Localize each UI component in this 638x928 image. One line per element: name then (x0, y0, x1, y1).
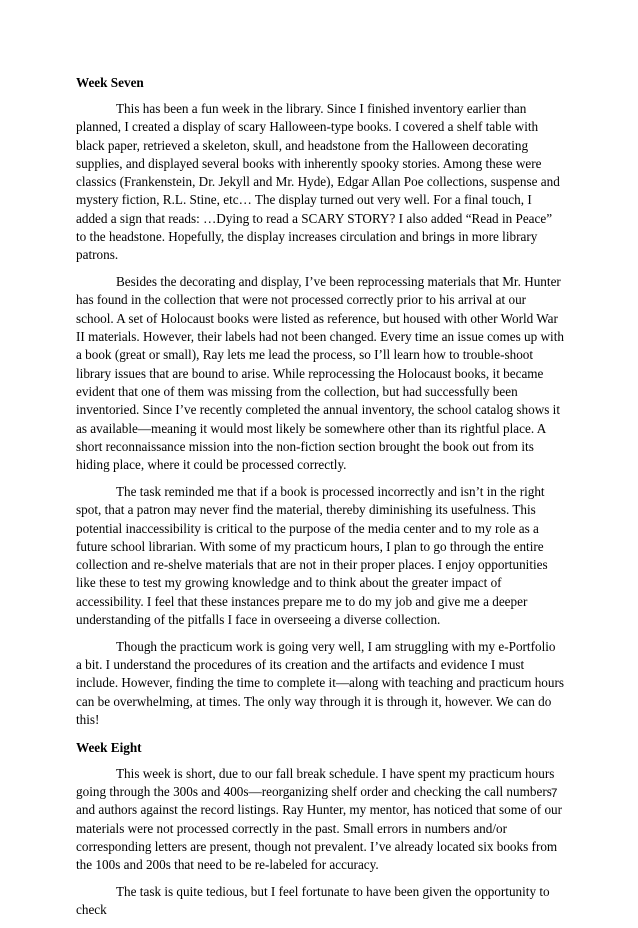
paragraph: Besides the decorating and display, I’ve been reprocessing materials that Mr. Hunter has found in the collection that were not processed correctly prior to his arrival at our school. A set of Holocaust books were listed as reference, but housed with other World War II materials. However, their labels had not been changed. Every time an issue comes up with a book (great or small), Ray lets me lead the process, so I’ll learn how to trouble-shoot library issues that are bound to arise. While reprocessing the Holocaust books, it became evident that one of them was missing from the collection, but had successfully been inventoried. Since I’ve recently completed the annual inventory, the school catalog shows it as available—meaning it would most likely be somewhere other than its rightful place. A short reconnaissance mission into the non-fiction section brought the book out from its hiding place, where it could be processed correctly. (76, 274, 564, 473)
page-number: 7 (551, 788, 558, 800)
section-heading-week-eight: Week Eight (76, 739, 142, 755)
paragraph: This has been a fun week in the library. Since I finished inventory earlier than planned, I created a display of scary Halloween-type books. I covered a shelf table with black paper, retrieved a skeleton, skull, and headstone from the Halloween decorating supplies, and displayed several books with inherently spooky stories. Among these were classics (Frankenstein, Dr. Jekyll and Mr. Hyde), Edgar Allan Poe collections, suspense and mystery fiction, R.L. Stine, etc… The display turned out very well. For a final touch, I added a sign that reads: …Dying to read a SCARY STORY? I also added “Read in Peace” to the headstone. Hopefully, the display increases circulation and brings in more library patrons. (76, 101, 560, 263)
document-page (76, 73, 564, 928)
paragraph: This week is short, due to our fall break schedule. I have spent my practicum hours going through the 300s and 400s—reorganizing shelf order and checking the call numbers and authors against the record listings. Ray Hunter, my mentor, has noticed that some of our materials were not processed correctly in the past. Small errors in numbers and/or corresponding letters are present, though not prevalent. I’ve already located six books from the 100s and 200s that need to be re-labeled for accuracy. (76, 765, 563, 873)
paragraph: The task is quite tedious, but I feel fortunate to have been given the opportunity to check (76, 884, 550, 918)
paragraph: The task reminded me that if a book is processed incorrectly and isn’t in the right spot, that a patron may never find the material, thereby diminishing its usefulness. This potential inaccessibility is critical to the purpose of the media center and to my role as a future school librarian. With some of my practicum hours, I plan to go through the entire collection and re-shelve materials that are not in their proper places. I enjoy opportunities like these to test my growing knowledge and to think about the greater impact of accessibility. I feel that these instances prepare me to do my job and give me a deeper understanding of the pitfalls I face in overseeing a diverse collection. (76, 483, 548, 628)
paragraph: Though the practicum work is going very well, I am struggling with my e-Portfolio a bit. I understand the procedures of its creation and the artifacts and evidence I must include. However, finding the time to complete it—along with teaching and practicum hours can be overwhelming, at times. The only way through it is through it, however. We can do this! (76, 638, 565, 727)
section-heading-week-seven: Week Seven (76, 75, 144, 90)
